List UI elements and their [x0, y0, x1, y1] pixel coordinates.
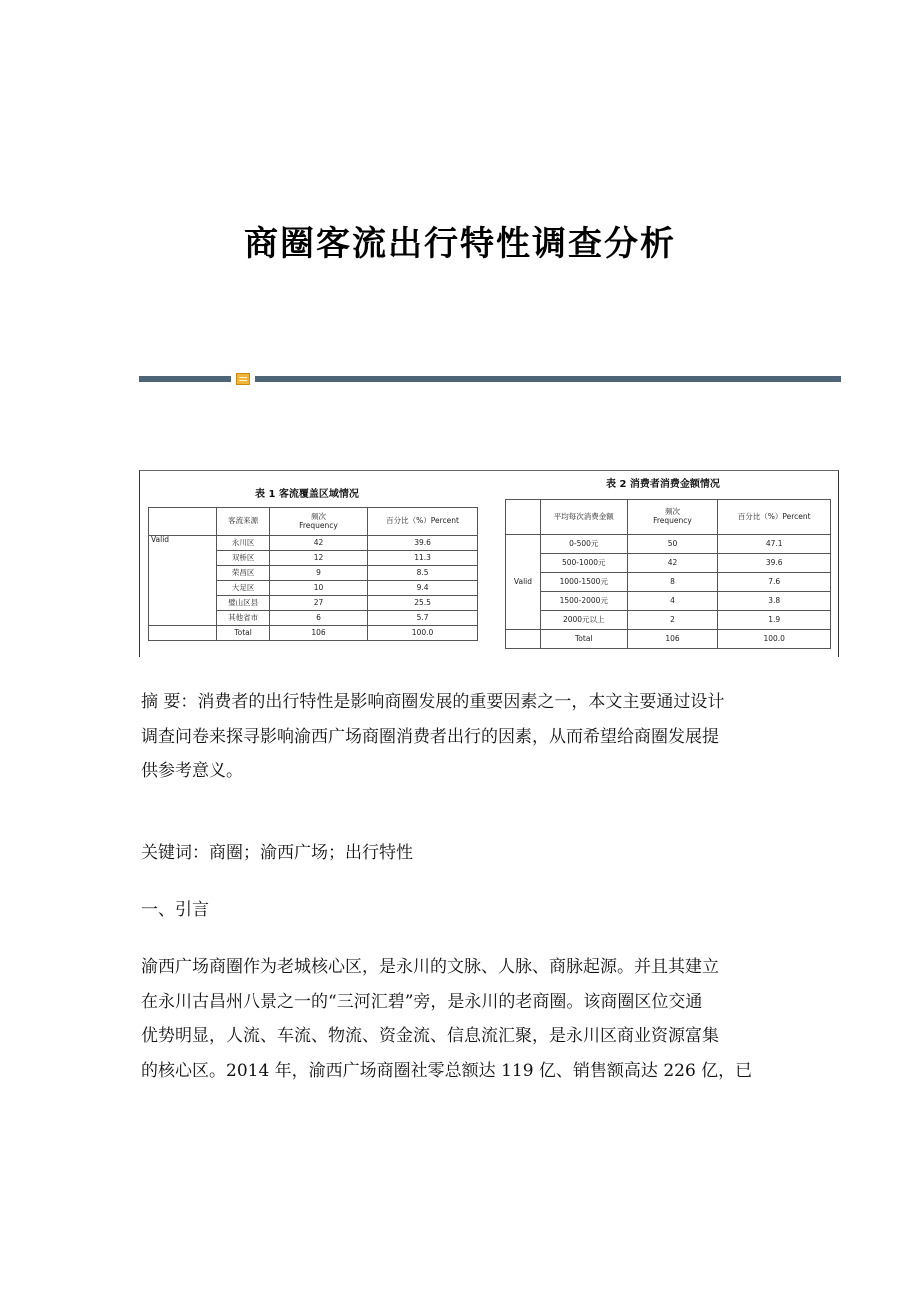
table-cell: 106: [627, 630, 718, 649]
abstract-line: 调查问卷来探寻影响渝西广场商圈消费者出行的因素，从而希望给商圈发展提: [141, 726, 719, 747]
table-cell: 荣昌区: [217, 566, 270, 581]
tables-figure: [139, 470, 839, 657]
table-cell: 9: [269, 566, 367, 581]
table-cell: 4: [627, 592, 718, 611]
table2-header-amount: 平均每次消费金额: [540, 500, 627, 535]
table-cell: 双桥区: [217, 551, 270, 566]
table-cell: 2000元以上: [540, 611, 627, 630]
table-cell: 25.5: [368, 596, 478, 611]
table-row: [506, 554, 831, 573]
table-cell-empty: [506, 630, 541, 649]
title-divider: [139, 373, 841, 387]
keywords: [141, 836, 781, 871]
table-cell: 1500-2000元: [540, 592, 627, 611]
table-cell: 5.7: [368, 611, 478, 626]
abstract-line: 摘 要：消费者的出行特性是影响商圈发展的重要因素之一，本文主要通过设计: [141, 692, 725, 712]
table-cell: 27: [269, 596, 367, 611]
table-cell: 100.0: [368, 626, 478, 641]
table-row: [149, 626, 478, 641]
table-cell: 7.6: [718, 573, 831, 592]
section-heading-text: 一、引言: [141, 900, 209, 920]
table-cell: 其他省市: [217, 611, 270, 626]
table1-header-frequency: 频次 Frequency: [269, 508, 367, 536]
document-title: 商圈客流出行特性调查分析: [244, 224, 676, 264]
table-cell: 3.8: [718, 592, 831, 611]
table1-header-percent: 百分比（%）Percent: [368, 508, 478, 536]
table-cell: 8.5: [368, 566, 478, 581]
table-row: [506, 535, 831, 554]
table-cell: 12: [269, 551, 367, 566]
paragraph-line: 的核心区。2014 年，渝西广场商圈社零总额达 119 亿、销售额高达 226 亿，已: [141, 1060, 753, 1081]
table-cell: Total: [540, 630, 627, 649]
table1-caption: 表 1 客流覆盖区域情况: [255, 489, 359, 500]
keywords-line: 关键词：商圈；渝西广场；出行特性: [141, 843, 413, 863]
table-row: [506, 630, 831, 649]
paragraph-line: 优势明显，人流、车流、物流、资金流、信息流汇聚，是永川区商业资源富集: [141, 1026, 719, 1046]
table1: [148, 507, 478, 641]
table1-header-source: 客流来源: [217, 508, 270, 536]
table2-header-blank: [506, 500, 541, 535]
intro-paragraph: [141, 950, 781, 1088]
table2-header-percent: 百分比（%）Percent: [718, 500, 831, 535]
table-row: [506, 611, 831, 630]
table-cell: 大足区: [217, 581, 270, 596]
table-cell: Total: [217, 626, 270, 641]
table-cell: 1000-1500元: [540, 573, 627, 592]
table-cell: 42: [627, 554, 718, 573]
table-cell: 39.6: [718, 554, 831, 573]
table-row: [149, 536, 478, 551]
table1-valid-label: Valid: [149, 536, 217, 626]
table-row: [506, 573, 831, 592]
table-cell: 50: [627, 535, 718, 554]
table-cell: 500-1000元: [540, 554, 627, 573]
divider-bar-left: [139, 376, 231, 382]
table-cell: 10: [269, 581, 367, 596]
paragraph-line: 渝西广场商圈作为老城核心区，是永川的文脉、人脉、商脉起源。并且其建立: [141, 957, 719, 977]
table1-header-blank: [149, 508, 217, 536]
table-cell: 0-500元: [540, 535, 627, 554]
table-cell: 永川区: [217, 536, 270, 551]
divider-bar-right: [255, 376, 841, 382]
table-row: [506, 592, 831, 611]
table-cell: 6: [269, 611, 367, 626]
table-cell: 100.0: [718, 630, 831, 649]
table-cell: 璧山区县: [217, 596, 270, 611]
table-cell: 8: [627, 573, 718, 592]
table-cell: 2: [627, 611, 718, 630]
divider-emblem-icon: [236, 373, 250, 385]
table-cell: 9.4: [368, 581, 478, 596]
table-cell: 106: [269, 626, 367, 641]
section-heading: [141, 893, 781, 928]
table-cell: 39.6: [368, 536, 478, 551]
abstract-line: 供参考意义。: [141, 761, 243, 781]
table-cell: 42: [269, 536, 367, 551]
table-cell: 11.3: [368, 551, 478, 566]
table2-valid-label: Valid: [506, 535, 541, 630]
table-cell-empty: [149, 626, 217, 641]
table-cell: 1.9: [718, 611, 831, 630]
table-cell: 47.1: [718, 535, 831, 554]
table2: [505, 499, 831, 649]
paragraph-line: 在永川古昌州八景之一的“三河汇碧”旁，是永川的老商圈。该商圈区位交通: [141, 991, 703, 1012]
table2-header-frequency: 频次 Frequency: [627, 500, 718, 535]
abstract: [141, 685, 781, 789]
table2-caption: 表 2 消费者消费金额情况: [606, 479, 720, 490]
